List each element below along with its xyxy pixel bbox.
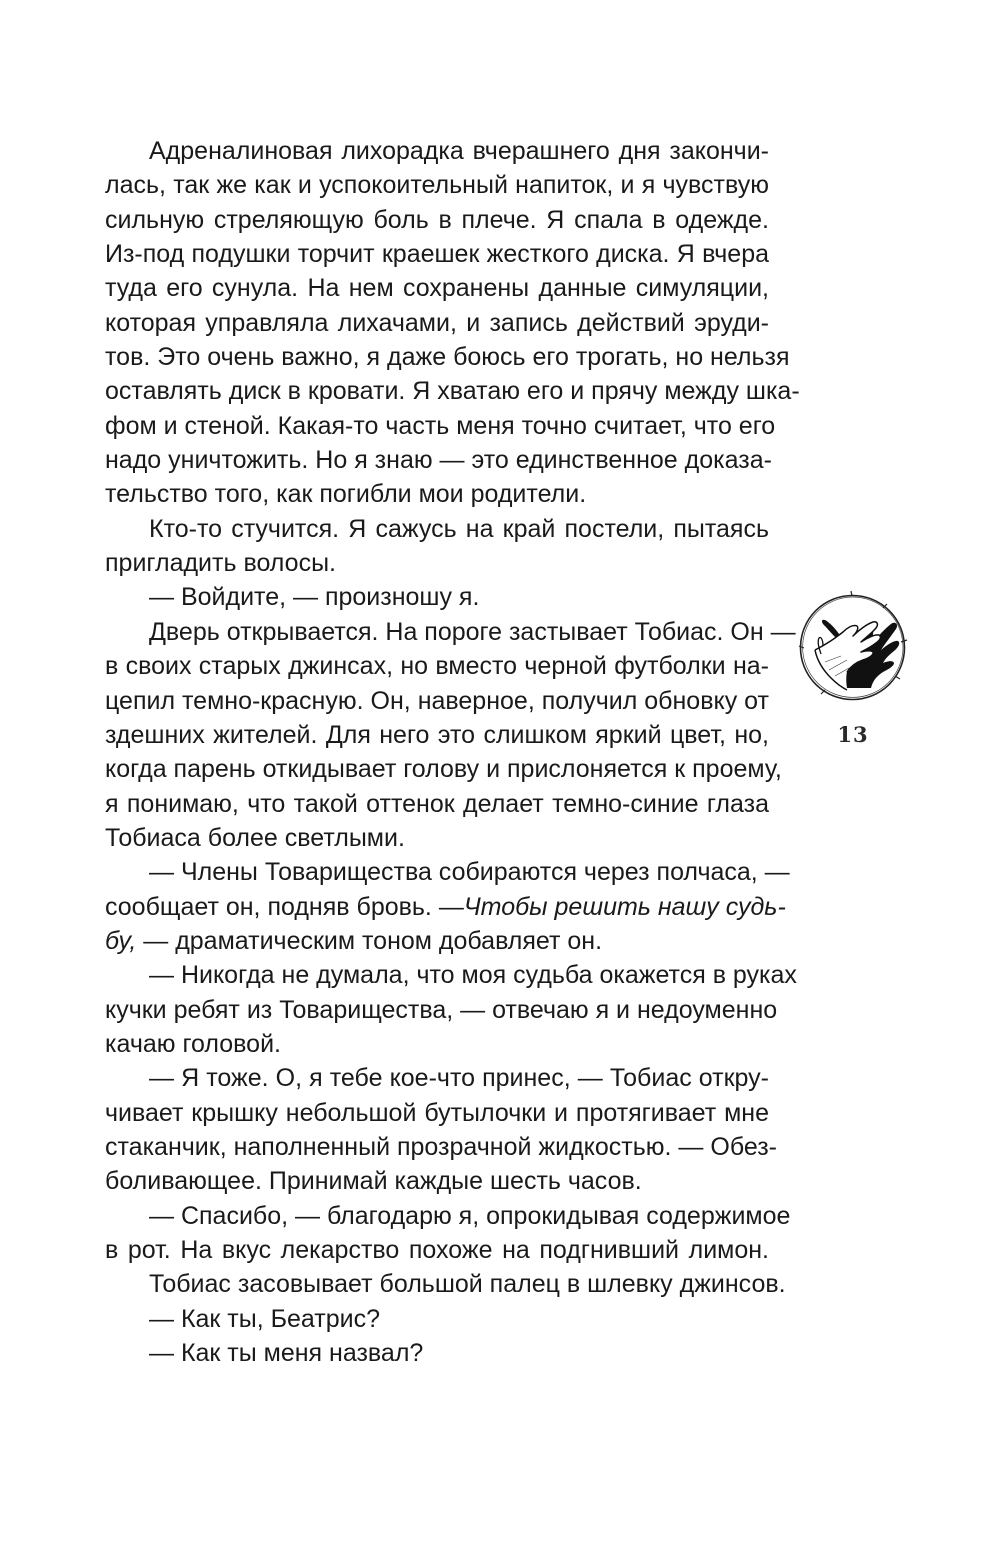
text-line: — Войдите, — произношу я. (149, 583, 480, 612)
text-line: тов. Это очень важно, я даже боюсь его трогать, но нельзя (105, 343, 790, 372)
text-line: туда его сунула. На нем сохранены данные симуляции, (105, 274, 769, 303)
text-line: Дверь открывается. На пороге застывает Тобиас. Он — (149, 617, 796, 646)
text-line: — Никогда не думала, что моя судьба окажется в руках (149, 961, 797, 990)
text-line: цепил темно-красную. Он, наверное, получил обновку от (105, 686, 769, 715)
text-line: в рот. На вкус лекарство похоже на подгнивший лимон. (105, 1236, 769, 1264)
text-line (105, 924, 769, 958)
text-line: качаю головой. (105, 1029, 281, 1058)
italic-text: бу, (105, 926, 137, 955)
text-line: фом и стеной. Какая-то часть меня точно считает, что его (105, 411, 776, 440)
text-line: боливающее. Принимай каждые шесть часов. (105, 1167, 642, 1196)
text-line: чивает крышку небольшой бутылочки и протягивает мне (105, 1098, 769, 1127)
text-line: в своих старых джинсах, но вместо черной футболки на- (105, 652, 769, 681)
text-line: лась, так же как и успокоительный напиток, и я чувствую (105, 171, 769, 200)
text-line: когда парень откидывает голову и прислоняется к проему, (105, 755, 782, 784)
text-line: Кто-то стучится. Я сажусь на край постели, пытаясь (149, 514, 769, 543)
body-text (105, 134, 800, 1370)
text-line: надо уничтожить. Но я знаю — это единственное доказа- (105, 446, 772, 475)
text-line: которая управляла лихачами, и запись действий эруди- (105, 308, 769, 337)
text-line: Тобиас засовывает большой палец в шлевку джинсов. (149, 1270, 786, 1299)
text-line: Тобиаса более светлыми. (105, 823, 405, 852)
text-line: здешних жителей. Для него это слишком яркий цвет, но, (105, 720, 769, 749)
text-line: — Как ты, Беатрис? (149, 1304, 380, 1333)
hands-emblem-icon (795, 590, 910, 705)
text-line (105, 890, 786, 924)
text-line: — Как ты меня назвал? (149, 1339, 424, 1368)
text-line: оставлять диск в кровати. Я хватаю его и прячу между шка- (105, 377, 800, 406)
text-line: я понимаю, что такой оттенок делает темно-синие глаза (105, 789, 769, 818)
text-line: Адреналиновая лихорадка вчерашнего дня закончи- (149, 137, 769, 165)
text-line: пригладить волосы. (105, 549, 336, 578)
page-number: 13 (837, 722, 869, 747)
text-segment: — драматическим тоном добавляет он. (143, 926, 603, 955)
text-line: тельство того, как погибли мои родители. (105, 480, 587, 509)
text-line: — Я тоже. О, я тебе кое-что принес, — Тобиас откру- (149, 1064, 769, 1093)
italic-text: Чтобы решить нашу судь- (463, 892, 786, 921)
text-line: — Члены Товарищества собираются через полчаса, — (149, 858, 790, 887)
text-line: сильную стреляющую боль в плече. Я спала в одежде. (105, 205, 769, 234)
text-line: — Спасибо, — благодарю я, опрокидывая содержимое (149, 1201, 791, 1230)
text-line: кучки ребят из Товарищества, — отвечаю я и недоуменно (105, 995, 778, 1024)
text-line: Из-под подушки торчит краешек жесткого диска. Я вчера (105, 240, 769, 269)
text-segment: сообщает он, подняв бровь. — (105, 892, 464, 921)
text-line: стаканчик, наполненный прозрачной жидкостью. — Обез- (105, 1132, 777, 1161)
